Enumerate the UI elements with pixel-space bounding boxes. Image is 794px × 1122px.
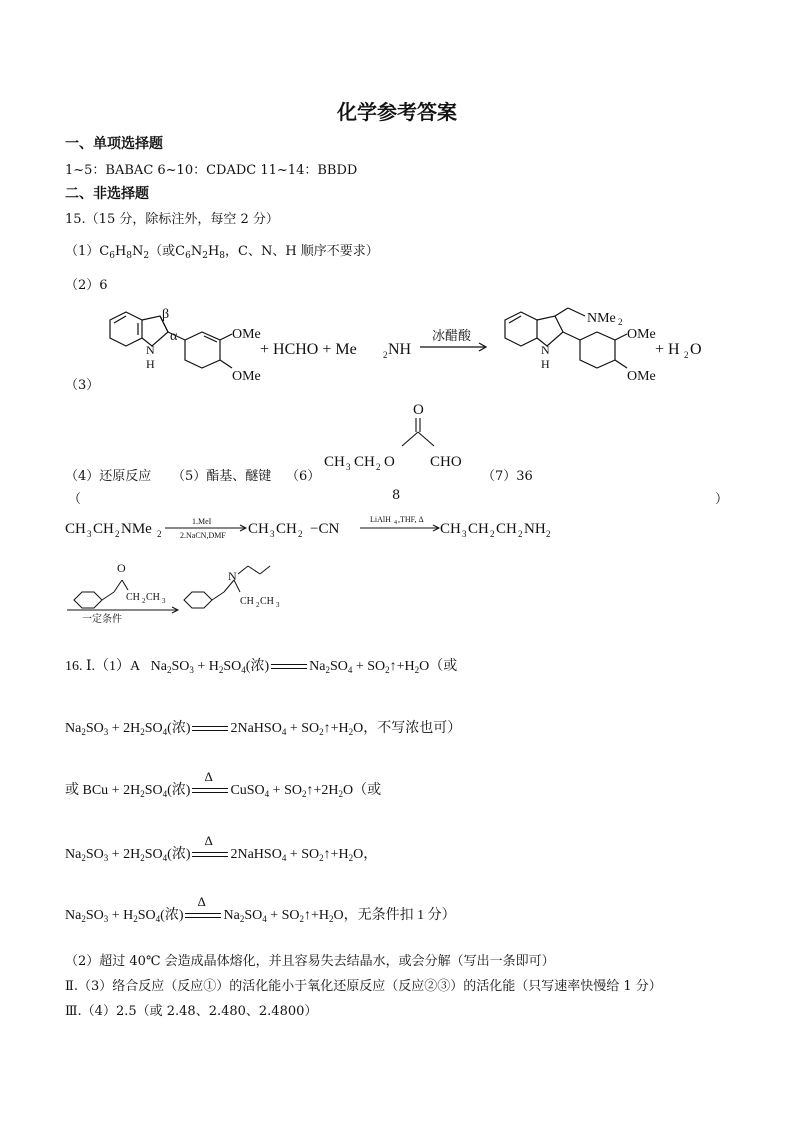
q15-header: 15.（15 分，除标注外，每空 2 分） — [65, 212, 279, 227]
svg-text:N: N — [146, 343, 155, 357]
page-title: 化学参考答案 — [337, 100, 457, 124]
q16-part2: （2）超过 40℃ 会造成晶体熔化，并且容易失去结晶水，或会分解（写出一条即可） — [65, 954, 555, 969]
svg-text:+ H: + H — [655, 341, 680, 358]
svg-text:LiAlH: LiAlH — [370, 515, 391, 524]
svg-text:一定条件: 一定条件 — [82, 614, 122, 625]
svg-text:2: 2 — [256, 601, 260, 609]
svg-text:2: 2 — [157, 529, 162, 539]
svg-text:N: N — [228, 569, 237, 583]
q16-line5: $Na_2SO_3 + H_2SO_4$(浓) Δ $Na_2SO_4$ + $SO_2↑+H_2O$，无条件扣 1 分） — [65, 893, 456, 924]
q15-part5: （5）酯基、醚键 — [172, 469, 272, 484]
q16-line2: $Na_2SO_3 + 2H_2SO_4$(浓) 2NaHSO$_4$ + $SO_2↑+H_2O$，不写浓也可） — [65, 721, 462, 737]
svg-text:β: β — [162, 307, 170, 322]
q15-part8-number: 8 — [392, 488, 401, 503]
section-heading-single-choice: 一、单项选择题 — [65, 136, 163, 152]
svg-text:OMe: OMe — [627, 369, 656, 384]
q15-part8-close: ） — [715, 492, 729, 507]
svg-text:CH: CH — [146, 592, 160, 603]
svg-text:CH: CH — [240, 596, 254, 607]
synthesis-route-1 — [60, 508, 620, 544]
svg-text:2: 2 — [142, 597, 146, 605]
svg-text:2: 2 — [518, 529, 523, 539]
svg-text:O: O — [117, 561, 126, 575]
svg-text:NH: NH — [524, 521, 546, 537]
svg-text:CH: CH — [126, 592, 140, 603]
q16-part4: Ⅲ.（4）2.5（或 2.48、2.480、2.4800） — [65, 1004, 318, 1019]
svg-text:H: H — [541, 357, 550, 371]
svg-text:2: 2 — [298, 529, 303, 539]
svg-text:4: 4 — [394, 520, 397, 526]
svg-text:CH: CH — [496, 521, 517, 537]
q16-line1: 16. Ⅰ.（1）A $Na_2SO_3 + H_2SO_4$(浓) $Na_2SO_4$ + $SO_2↑+H_2O$（或 — [65, 659, 458, 675]
svg-text:O: O — [384, 454, 395, 470]
q15-part2: （2）6 — [65, 278, 108, 293]
part6-structure — [318, 400, 478, 480]
q15-part4: （4）还原反应 — [65, 469, 152, 484]
svg-text:3: 3 — [162, 597, 166, 605]
svg-text:CH: CH — [440, 521, 461, 537]
svg-text:NH: NH — [388, 341, 412, 358]
svg-text:CH: CH — [354, 454, 375, 470]
svg-text:CH: CH — [324, 454, 345, 470]
svg-text:2: 2 — [383, 350, 388, 360]
svg-text:NMe: NMe — [587, 311, 616, 326]
svg-text:O: O — [413, 402, 424, 418]
svg-text:CH: CH — [65, 521, 86, 537]
synthesis-route-2 — [62, 556, 322, 626]
svg-text:CH: CH — [93, 521, 114, 537]
q15-part6-label: （6） — [286, 469, 321, 484]
svg-text:α: α — [170, 329, 178, 344]
svg-text:3: 3 — [276, 601, 280, 609]
svg-text:CH: CH — [468, 521, 489, 537]
q15-part1: $(1)C_6H_8N_2$（或$C_6N_2H_8$，C、N、H 顺序不要求） — [65, 244, 379, 261]
svg-text:3: 3 — [270, 529, 275, 539]
svg-text:2: 2 — [490, 529, 495, 539]
svg-text:−CN: −CN — [310, 521, 340, 537]
svg-text:2: 2 — [376, 462, 381, 472]
indole-reaction-scheme — [90, 300, 730, 400]
svg-text:CH: CH — [276, 521, 297, 537]
svg-text:2: 2 — [115, 529, 120, 539]
svg-text:N: N — [541, 343, 550, 357]
single-choice-answers: 1~5：BABAC 6~10：CDADC 11~14：BBDD — [65, 163, 358, 178]
svg-text:O: O — [690, 341, 702, 358]
svg-text:3: 3 — [87, 529, 92, 539]
q15-part8-open: （ — [68, 492, 82, 507]
svg-text:OMe: OMe — [232, 369, 261, 384]
q16-part3: Ⅱ.（3）络合反应（反应①）的活化能小于氧化还原反应（反应②③）的活化能（只写速率快慢给 1 分） — [65, 979, 662, 994]
q15-part7: （7）36 — [482, 469, 533, 484]
svg-text:3: 3 — [462, 529, 467, 539]
svg-text:CHO: CHO — [430, 454, 462, 470]
q16-line4: $Na_2SO_3 + 2H_2SO_4$(浓) Δ 2NaHSO$_4$ + $SO_2↑+H_2O$， — [65, 832, 378, 863]
svg-text:NMe: NMe — [121, 521, 152, 537]
section-heading-non-choice: 二、非选择题 — [65, 186, 149, 202]
svg-text:H: H — [146, 357, 155, 371]
svg-text:2: 2 — [546, 529, 551, 539]
svg-text:冰醋酸: 冰醋酸 — [432, 328, 472, 343]
svg-text:2.NaCN,DMF: 2.NaCN,DMF — [180, 531, 226, 540]
svg-text:CH: CH — [260, 596, 274, 607]
svg-text:OMe: OMe — [627, 327, 656, 342]
svg-text:3: 3 — [346, 462, 351, 472]
svg-text:,THF, Δ: ,THF, Δ — [398, 515, 424, 524]
svg-text:CH: CH — [248, 521, 269, 537]
svg-text:OMe: OMe — [232, 327, 261, 342]
q16-line3: 或 BCu + $2H_2SO_4$(浓) Δ CuSO$_4$ + $SO_2↑+2H_2O$（或 — [65, 768, 382, 799]
svg-text:2: 2 — [618, 317, 623, 327]
svg-text:+ HCHO + Me: + HCHO + Me — [260, 341, 357, 358]
q15-part3-label: （3） — [65, 378, 100, 393]
svg-text:1.MeI: 1.MeI — [192, 517, 212, 526]
svg-text:2: 2 — [684, 350, 689, 360]
